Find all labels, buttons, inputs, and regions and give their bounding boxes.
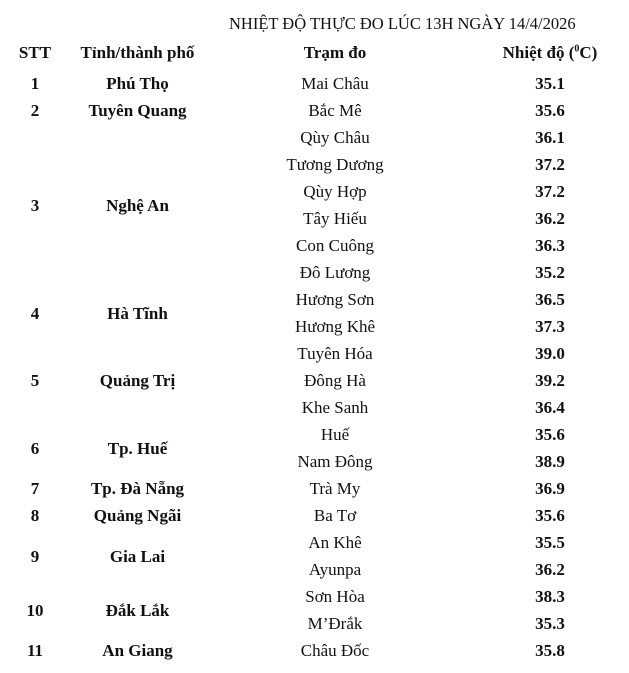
temperature-cell: 35.2 — [535, 263, 565, 282]
station-cell: Sơn Hòa — [305, 587, 365, 606]
station-cell: Châu Đốc — [300, 641, 370, 660]
header-station: Trạm đo — [303, 43, 367, 62]
station-cell: Huế — [320, 425, 350, 444]
temperature-cell: 35.8 — [535, 641, 565, 660]
province-cell: Tuyên Quang — [88, 101, 187, 120]
station-cell: Tương Dương — [286, 155, 384, 174]
temperature-cell: 36.2 — [535, 209, 565, 228]
station-cell: Khe Sanh — [301, 398, 369, 417]
station-cell: Ba Tơ — [313, 506, 357, 525]
station-cell: Qùy Hợp — [303, 182, 367, 201]
station-cell: An Khê — [308, 533, 362, 552]
temperature-cell: 35.6 — [535, 101, 565, 120]
temperature-cell: 36.2 — [535, 560, 565, 579]
temperature-cell: 37.3 — [535, 317, 565, 336]
province-cell: Nghệ An — [106, 195, 169, 215]
station-cell: Đông Hà — [304, 371, 366, 390]
header-province: Tỉnh/thành phố — [80, 43, 195, 62]
stt-cell: 4 — [30, 303, 40, 323]
province-cell: Gia Lai — [109, 546, 166, 566]
temperature-cell: 35.3 — [535, 614, 565, 633]
stt-cell: 1 — [30, 74, 40, 93]
station-cell: Hương Sơn — [295, 290, 375, 309]
province-cell: Phú Thọ — [106, 74, 169, 93]
stt-cell: 5 — [30, 371, 40, 390]
station-cell: Đô Lương — [299, 263, 371, 282]
station-cell: Tuyên Hóa — [297, 344, 373, 363]
stt-cell: 10 — [26, 600, 44, 620]
temperature-cell: 35.6 — [535, 506, 565, 525]
table-title: NHIỆT ĐỘ THỰC ĐO LÚC 13H NGÀY 14/4/2026 — [229, 14, 576, 33]
province-cell: Quảng Ngãi — [93, 506, 182, 525]
province-cell: An Giang — [102, 641, 173, 660]
station-cell: Hương Khê — [294, 317, 376, 336]
temperature-cell: 36.4 — [535, 398, 565, 417]
station-cell: Ayunpa — [308, 560, 362, 579]
station-cell: Bắc Mê — [308, 101, 362, 120]
temperature-cell: 36.3 — [535, 236, 565, 255]
stt-cell: 2 — [30, 101, 40, 120]
temperature-cell: 39.0 — [535, 344, 565, 363]
temperature-cell: 37.2 — [535, 155, 565, 174]
province-cell: Tp. Đà Nẵng — [90, 479, 185, 498]
province-cell: Tp. Huế — [107, 438, 168, 458]
temperature-cell: 37.2 — [535, 182, 565, 201]
temperature-cell: 36.1 — [535, 128, 565, 147]
station-cell: Qùy Châu — [300, 128, 370, 147]
temperature-cell: 38.9 — [535, 452, 565, 471]
temperature-cell: 35.6 — [535, 425, 565, 444]
temperature-cell: 36.5 — [535, 290, 565, 309]
station-cell: Con Cuông — [296, 236, 374, 255]
stt-cell: 8 — [30, 506, 40, 525]
temperature-cell: 38.3 — [535, 587, 565, 606]
stt-cell: 6 — [30, 438, 40, 458]
province-cell: Quảng Trị — [99, 371, 176, 390]
header-stt: STT — [18, 43, 52, 62]
station-cell: Trà My — [309, 479, 361, 498]
stt-cell: 7 — [30, 479, 40, 498]
header-temperature: Nhiệt độ ($^0$C) — [502, 43, 598, 62]
temperature-cell: 39.2 — [535, 371, 565, 390]
stt-cell: 3 — [30, 195, 40, 215]
temperature-cell: 35.5 — [535, 533, 565, 552]
province-cell: Đắk Lắk — [105, 600, 170, 620]
stt-cell: 11 — [26, 641, 44, 660]
province-cell: Hà Tĩnh — [107, 303, 168, 323]
station-cell: Tây Hiếu — [303, 209, 367, 228]
stt-cell: 9 — [30, 546, 40, 566]
station-cell: M’Đrắk — [307, 614, 363, 633]
station-cell: Nam Đông — [297, 452, 373, 471]
station-cell: Mai Châu — [301, 74, 369, 93]
temperature-cell: 36.9 — [535, 479, 565, 498]
temperature-cell: 35.1 — [535, 74, 565, 93]
